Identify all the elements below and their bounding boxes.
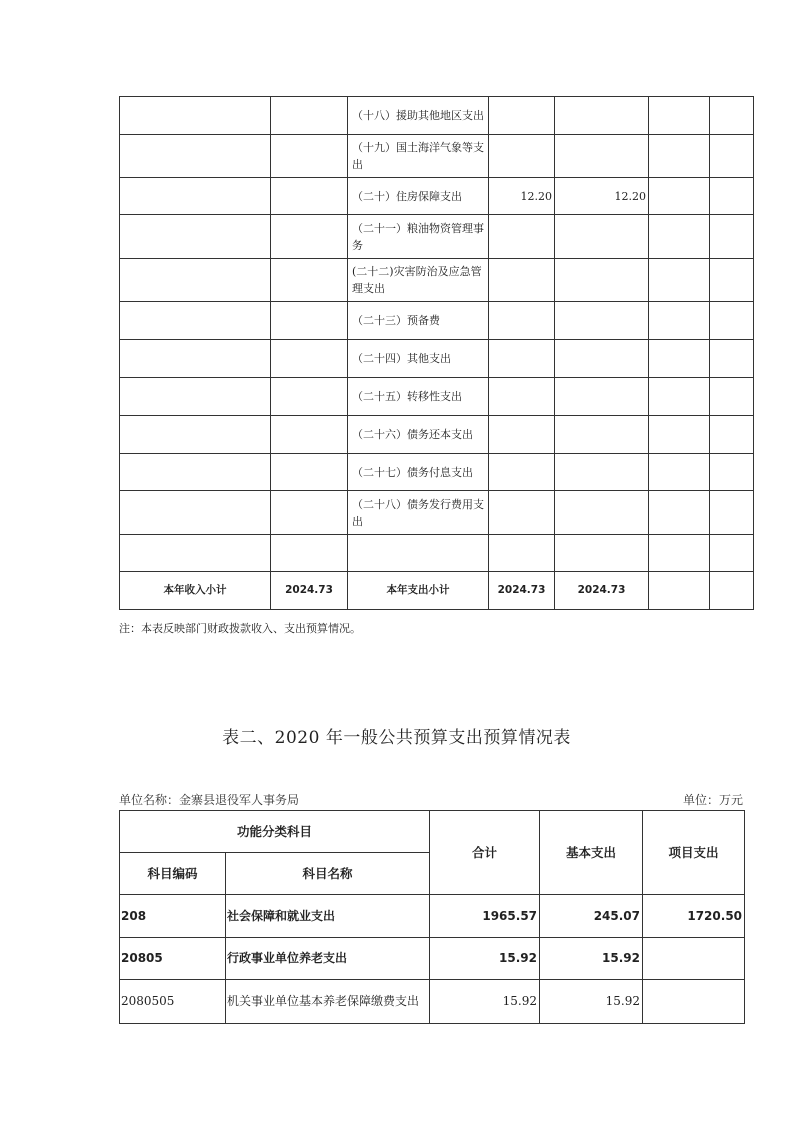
- table-row: [120, 416, 754, 454]
- expense-item: （十九）国土海洋气象等支出: [348, 135, 489, 178]
- amount-cell: [555, 302, 649, 340]
- subtotal-row: [120, 572, 754, 610]
- expense-subtotal-value-fiscal: 2024.73: [555, 572, 649, 610]
- general-budget-expenditure-table: [119, 810, 745, 1024]
- amount-cell: [555, 135, 649, 178]
- subject-code: 208: [120, 895, 226, 938]
- amount-cell: [489, 340, 555, 378]
- expense-item: （二十四）其他支出: [348, 340, 489, 378]
- basic-cell: 245.07: [540, 895, 643, 938]
- amount-cell: [489, 259, 555, 302]
- header-project: 项目支出: [643, 811, 745, 895]
- basic-cell: 15.92: [540, 980, 643, 1024]
- table-row: [120, 178, 754, 215]
- amount-cell: [555, 215, 649, 259]
- expense-item: （二十五）转移性支出: [348, 378, 489, 416]
- table-row: [120, 135, 754, 178]
- table-row: [120, 491, 754, 535]
- subject-name: 社会保障和就业支出: [226, 895, 430, 938]
- table-row: [120, 215, 754, 259]
- header-function-category: 功能分类科目: [120, 811, 430, 853]
- header-name: 科目名称: [226, 853, 430, 895]
- expense-item: （二十三）预备费: [348, 302, 489, 340]
- basic-cell: 15.92: [540, 938, 643, 980]
- total-cell: 15.92: [430, 938, 540, 980]
- header-basic: 基本支出: [540, 811, 643, 895]
- expense-item: （十八）援助其他地区支出: [348, 97, 489, 135]
- project-cell: 1720.50: [643, 895, 745, 938]
- amount-cell: [489, 535, 555, 572]
- income-subtotal-value: 2024.73: [271, 572, 348, 610]
- table-note: 注：本表反映部门财政拨款收入、支出预算情况。: [119, 622, 361, 635]
- amount-cell: 12.20: [489, 178, 555, 215]
- expense-item: （二十八）债务发行费用支出: [348, 491, 489, 535]
- amount-cell: [555, 97, 649, 135]
- amount-cell: [555, 454, 649, 491]
- table-row: [120, 259, 754, 302]
- total-cell: 15.92: [430, 980, 540, 1024]
- amount-cell: [489, 302, 555, 340]
- expense-subtotal-value: 2024.73: [489, 572, 555, 610]
- table-row: [120, 378, 754, 416]
- budget-table-continued: [119, 96, 754, 610]
- subject-code: 20805: [120, 938, 226, 980]
- amount-cell: [555, 259, 649, 302]
- table-row: [120, 938, 745, 980]
- amount-cell: [555, 378, 649, 416]
- amount-cell: [489, 454, 555, 491]
- project-cell: [643, 980, 745, 1024]
- header-total: 合计: [430, 811, 540, 895]
- table-row: [120, 97, 754, 135]
- expense-item: （二十七）债务付息支出: [348, 454, 489, 491]
- expense-item: （二十一）粮油物资管理事务: [348, 215, 489, 259]
- amount-cell: [555, 416, 649, 454]
- income-subtotal-label: 本年收入小计: [120, 572, 271, 610]
- table-row: [120, 980, 745, 1024]
- amount-cell: [489, 135, 555, 178]
- amount-cell: [489, 97, 555, 135]
- table-row: [120, 454, 754, 491]
- expense-item: （二十六）债务还本支出: [348, 416, 489, 454]
- unit-name: 单位名称：金寨县退役军人事务局: [119, 793, 300, 807]
- amount-cell: [555, 491, 649, 535]
- table-row: [120, 302, 754, 340]
- expense-item: （二十）住房保障支出: [348, 178, 489, 215]
- expense-subtotal-label: 本年支出小计: [348, 572, 489, 610]
- header-code: 科目编码: [120, 853, 226, 895]
- total-cell: 1965.57: [430, 895, 540, 938]
- subject-name: 机关事业单位基本养老保障缴费支出: [226, 980, 430, 1024]
- amount-cell: [555, 535, 649, 572]
- subject-code: 2080505: [120, 980, 226, 1024]
- table-row: [120, 340, 754, 378]
- expense-item: (二十二)灾害防治及应急管理支出: [348, 259, 489, 302]
- unit-label: 单位：万元: [682, 793, 743, 807]
- project-cell: [643, 938, 745, 980]
- table-row: [120, 535, 754, 572]
- subject-name: 行政事业单位养老支出: [226, 938, 430, 980]
- amount-cell: [489, 416, 555, 454]
- amount-cell: 12.20: [555, 178, 649, 215]
- table-row: [120, 895, 745, 938]
- amount-cell: [489, 215, 555, 259]
- amount-cell: [489, 491, 555, 535]
- expense-item: [348, 535, 489, 572]
- header-row: [120, 811, 745, 853]
- amount-cell: [489, 378, 555, 416]
- amount-cell: [555, 340, 649, 378]
- table2-title: 表二、2020 年一般公共预算支出预算情况表: [222, 728, 571, 748]
